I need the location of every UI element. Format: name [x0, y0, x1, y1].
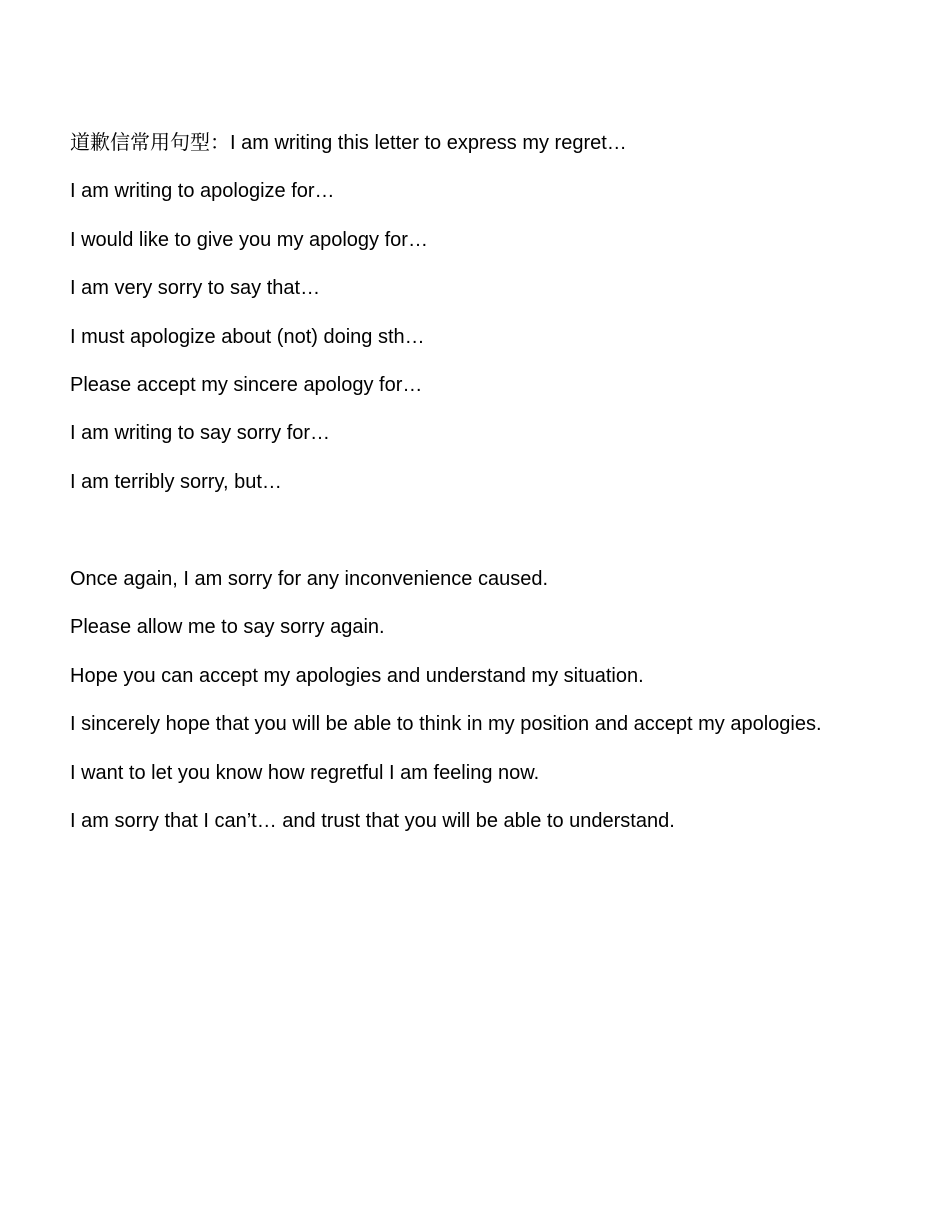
- opening-sentence: I am writing to say sorry for…: [70, 422, 331, 445]
- opening-sentence: I am very sorry to say that…: [70, 277, 321, 300]
- closing-sentence: Please allow me to say sorry again.: [70, 616, 385, 639]
- closing-sentence: Once again, I am sorry for any inconvenience caused.: [70, 568, 549, 590]
- opening-sentence: I would like to give you my apology for…: [70, 228, 428, 251]
- closing-sentence: I want to let you know how regretful I am feeling now.: [70, 761, 540, 784]
- opening-sentence: 道歉信常用句型：I am writing this letter to express my regret…: [70, 132, 627, 154]
- opening-sentence: I must apologize about (not) doing sth…: [70, 325, 425, 348]
- closing-sentence: I sincerely hope that you will be able to think in my position and accept my apologies.: [70, 713, 822, 736]
- opening-sentence: Please accept my sincere apology for…: [70, 373, 423, 396]
- closing-sentence: Hope you can accept my apologies and understand my situation.: [70, 664, 644, 687]
- opening-sentence-list: [70, 131, 930, 518]
- opening-sentence: I am writing to apologize for…: [70, 180, 335, 203]
- closing-sentence-list: [70, 567, 930, 857]
- closing-sentence: I am sorry that I can’t… and trust that you will be able to understand.: [70, 809, 675, 832]
- opening-sentence: I am terribly sorry, but…: [70, 470, 282, 493]
